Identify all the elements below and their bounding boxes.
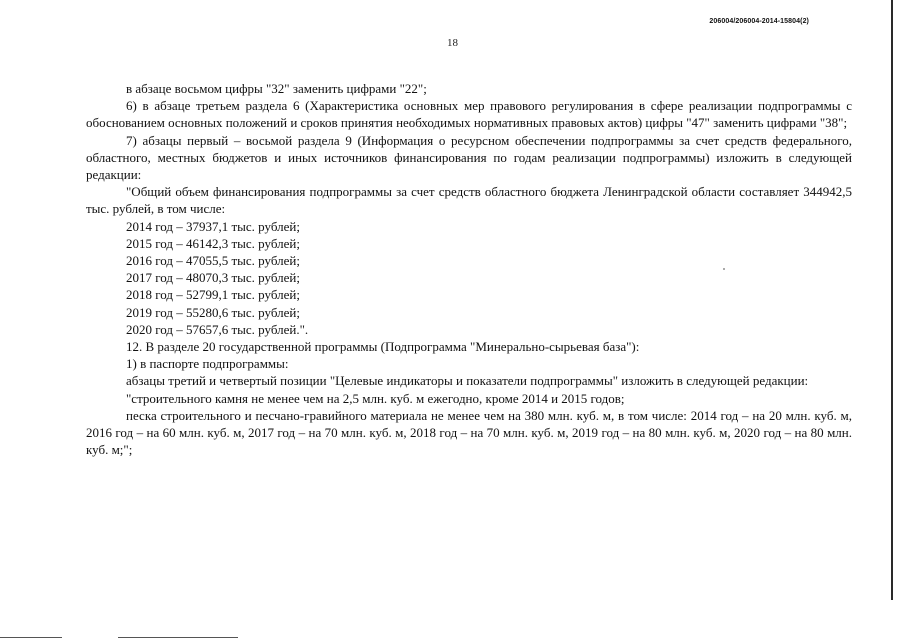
document-body xyxy=(86,80,852,458)
paragraph: "строительного камня не менее чем на 2,5 млн. куб. м ежегодно, кроме 2014 и 2015 годов; xyxy=(126,390,625,406)
year-line: 2017 год – 48070,3 тыс. рублей; xyxy=(126,270,300,286)
footer-rule xyxy=(118,637,238,638)
paragraph: в абзаце восьмом цифры "32" заменить цифрами "22"; xyxy=(126,81,427,96)
year-line: 2019 год – 55280,6 тыс. рублей; xyxy=(126,304,300,320)
year-line: 2014 год – 37937,1 тыс. рублей; xyxy=(126,218,300,234)
scan-edge-line xyxy=(891,0,893,600)
paragraph: песка строительного и песчано-гравийного материала не менее чем на 380 млн. куб. м, в том числе: 2014 год – на 20 млн. куб. м, 2016 год – на 60 млн. куб. м, 2017 год – на 70 млн. куб. м, 2018 год – на 70 млн. куб. м, 2019 год – на 80 млн. куб. м, 2020 год – на 80 млн. куб. м;"; xyxy=(86,407,852,458)
paragraph: 6) в абзаце третьем раздела 6 (Характеристика основных мер правового регулирования в сфере реализации подпрограммы с обоснованием основных положений и сроков принятия необходимых нормативных правовых актов) цифры "47" заменить цифрами "38"; xyxy=(86,98,852,131)
paragraph: абзацы третий и четвертый позиции "Целевые индикаторы и показатели подпрограммы" изложить в следующей редакции: xyxy=(126,373,809,389)
year-line: 2015 год – 46142,3 тыс. рублей; xyxy=(126,235,300,251)
year-line: 2018 год – 52799,1 тыс. рублей; xyxy=(126,287,300,303)
year-line: 2016 год – 47055,5 тыс. рублей; xyxy=(126,253,300,269)
paragraph: "Общий объем финансирования подпрограммы за счет средств областного бюджета Ленинградской области составляет 344942,5 тыс. рублей, в том числе: xyxy=(86,184,852,217)
page-number: 18 xyxy=(447,37,458,49)
paragraph: 7) абзацы первый – восьмой раздела 9 (Информация о ресурсном обеспечении подпрограммы за счет средств федерального, областного, местных бюджетов и иных источников финансирования по годам реализации подпрограммы) изложить в следующей редакции: xyxy=(86,132,852,183)
paragraph: 12. В разделе 20 государственной программы (Подпрограмма "Минерально-сырьевая база"): xyxy=(126,339,640,355)
paragraph: 1) в паспорте подпрограммы: xyxy=(126,356,289,372)
footer-rule xyxy=(0,637,62,638)
year-line: 2020 год – 57657,6 тыс. рублей.". xyxy=(126,321,309,337)
document-code: 206004/206004-2014-15804(2) xyxy=(709,18,809,25)
scan-artifact xyxy=(723,268,725,270)
